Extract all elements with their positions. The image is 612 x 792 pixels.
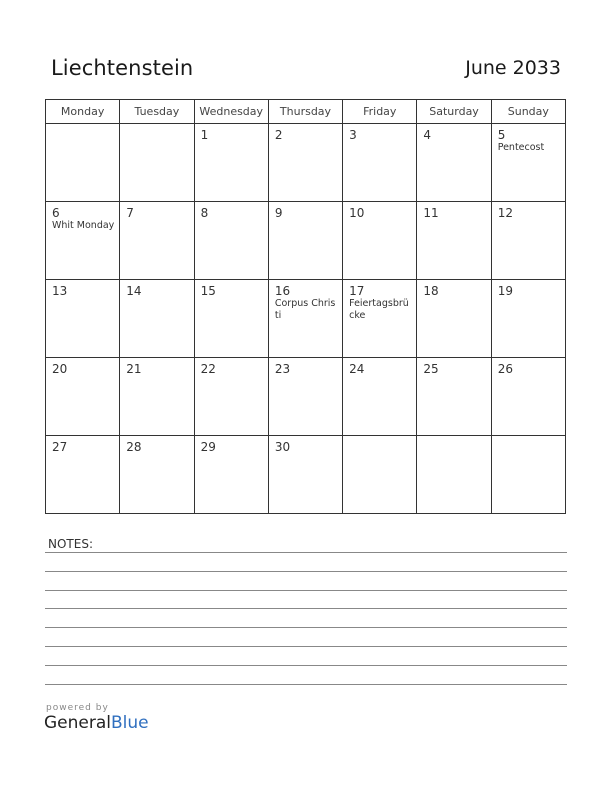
day-cell bbox=[343, 280, 417, 358]
day-cell bbox=[343, 124, 417, 202]
brand-name bbox=[44, 713, 149, 733]
day-number: 30 bbox=[274, 440, 291, 454]
day-cell bbox=[343, 436, 417, 514]
day-cell bbox=[120, 280, 194, 358]
day-number: 17 bbox=[349, 284, 365, 298]
day-cell bbox=[194, 202, 268, 280]
notes-line bbox=[45, 684, 567, 685]
notes-line bbox=[45, 552, 567, 553]
day-number: 29 bbox=[200, 440, 216, 454]
day-cell bbox=[343, 358, 417, 436]
day-number: 10 bbox=[349, 206, 365, 220]
weekday-header: Sunday bbox=[491, 100, 565, 124]
day-number: 2 bbox=[274, 128, 283, 142]
weekday-header-row bbox=[46, 100, 566, 124]
day-cell bbox=[417, 280, 491, 358]
day-number: 22 bbox=[200, 362, 216, 376]
day-cell bbox=[268, 202, 342, 280]
day-cell bbox=[46, 358, 120, 436]
day-number: 20 bbox=[52, 362, 68, 376]
weekday-header: Saturday bbox=[417, 100, 491, 124]
weekday-header: Tuesday bbox=[120, 100, 194, 124]
day-cell bbox=[46, 124, 120, 202]
day-number: 9 bbox=[274, 206, 283, 220]
day-number: 12 bbox=[497, 206, 513, 220]
day-cell bbox=[417, 202, 491, 280]
notes-line bbox=[45, 665, 567, 666]
day-number: 21 bbox=[126, 362, 142, 376]
day-number: 1 bbox=[200, 128, 209, 142]
holiday-label: Whit Monday bbox=[52, 220, 115, 231]
day-cell bbox=[268, 436, 342, 514]
week-row bbox=[46, 124, 566, 202]
holiday-label: Corpus Christi bbox=[274, 298, 336, 321]
day-cell bbox=[120, 202, 194, 280]
weekday-header: Monday bbox=[46, 100, 120, 124]
day-cell bbox=[268, 358, 342, 436]
day-cell bbox=[120, 358, 194, 436]
day-number: 26 bbox=[497, 362, 513, 376]
day-cell bbox=[268, 280, 342, 358]
calendar-grid bbox=[45, 99, 566, 514]
brand-general-text: General bbox=[44, 713, 111, 733]
notes-label: NOTES: bbox=[48, 537, 93, 551]
brand-blue-text: Blue bbox=[111, 713, 149, 733]
day-cell bbox=[194, 280, 268, 358]
day-number: 23 bbox=[274, 362, 291, 376]
day-cell bbox=[417, 124, 491, 202]
day-cell bbox=[46, 280, 120, 358]
day-number: 19 bbox=[497, 284, 513, 298]
day-cell bbox=[417, 358, 491, 436]
day-number: 11 bbox=[423, 206, 439, 220]
day-number: 24 bbox=[349, 362, 365, 376]
calendar-title: Liechtenstein bbox=[51, 56, 194, 80]
holiday-label: Pentecost bbox=[497, 142, 545, 153]
day-cell bbox=[120, 436, 194, 514]
notes-line bbox=[45, 571, 567, 572]
day-number: 4 bbox=[423, 128, 432, 142]
day-number: 25 bbox=[423, 362, 439, 376]
day-cell bbox=[194, 436, 268, 514]
day-number: 3 bbox=[349, 128, 357, 142]
day-cell bbox=[491, 124, 565, 202]
day-cell bbox=[268, 124, 342, 202]
day-cell bbox=[343, 202, 417, 280]
day-number: 5 bbox=[497, 128, 506, 142]
day-number: 7 bbox=[126, 206, 134, 220]
notes-line bbox=[45, 646, 567, 647]
weekday-header: Wednesday bbox=[194, 100, 268, 124]
day-cell bbox=[491, 280, 565, 358]
day-number: 13 bbox=[52, 284, 68, 298]
day-cell bbox=[46, 202, 120, 280]
day-number: 6 bbox=[52, 206, 60, 220]
day-cell bbox=[491, 358, 565, 436]
week-row bbox=[46, 202, 566, 280]
day-number: 14 bbox=[126, 284, 142, 298]
day-number: 16 bbox=[274, 284, 291, 298]
day-cell bbox=[417, 436, 491, 514]
day-number: 18 bbox=[423, 284, 439, 298]
day-cell bbox=[194, 358, 268, 436]
day-number: 15 bbox=[200, 284, 216, 298]
day-number: 8 bbox=[200, 206, 209, 220]
weekday-header: Thursday bbox=[268, 100, 342, 124]
generalblue-logo bbox=[44, 703, 149, 733]
week-row bbox=[46, 358, 566, 436]
powered-by-label: powered by bbox=[46, 703, 109, 713]
holiday-label: Feiertagsbrücke bbox=[349, 298, 409, 321]
day-number: 27 bbox=[52, 440, 68, 454]
month-label: June 2033 bbox=[465, 57, 561, 79]
day-cell bbox=[46, 436, 120, 514]
week-row bbox=[46, 436, 566, 514]
week-row bbox=[46, 280, 566, 358]
day-number: 28 bbox=[126, 440, 142, 454]
notes-line bbox=[45, 627, 567, 628]
day-cell bbox=[491, 202, 565, 280]
notes-line bbox=[45, 608, 567, 609]
day-cell bbox=[194, 124, 268, 202]
weekday-header: Friday bbox=[343, 100, 417, 124]
notes-line bbox=[45, 590, 567, 591]
day-cell bbox=[120, 124, 194, 202]
day-cell bbox=[491, 436, 565, 514]
